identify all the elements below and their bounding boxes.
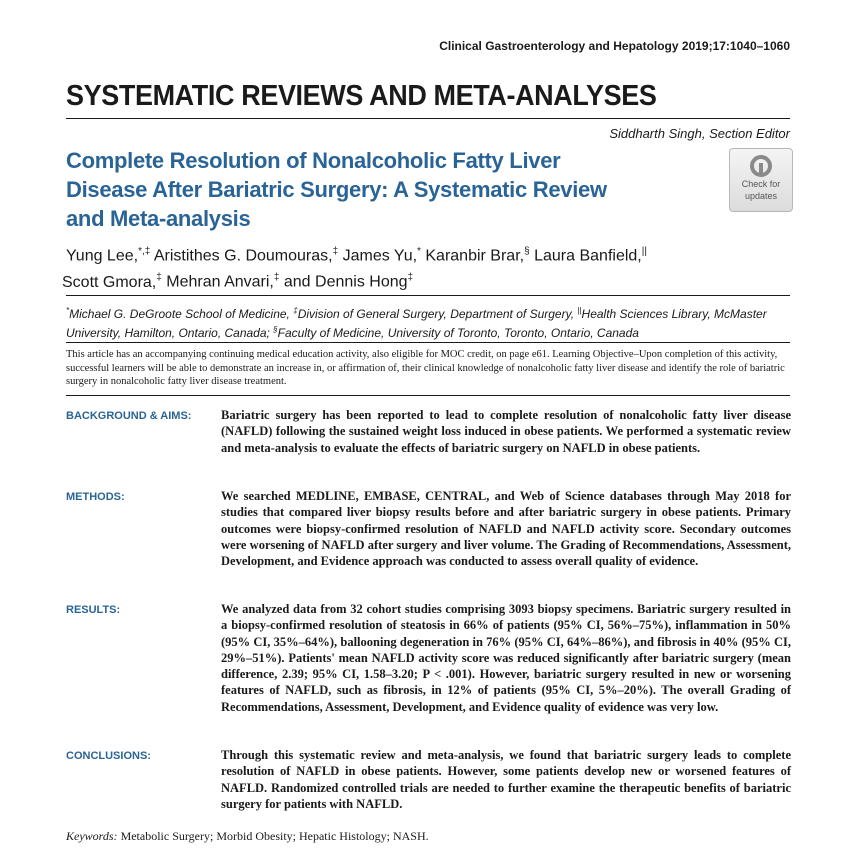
affil-text: Faculty of Medicine, University of Toronto, Toronto, Ontario, Canada [277,326,639,340]
keywords [66,829,429,844]
affil-text: Division of General Surgery, Department of Surgery, [297,307,578,321]
badge-line1: Check for [741,179,781,189]
keywords-text: Metabolic Surgery; Morbid Obesity; Hepatic Histology; NASH. [117,829,429,843]
affil-text: Health Sciences Library, McMaster University, Hamilton, Ontario, Canada; [66,307,767,340]
article-title [66,146,646,233]
cme-rule [66,342,790,343]
author-name: and Dennis Hong [279,273,408,291]
conclusions-text: Through this systematic review and meta-analysis, we found that bariatric surgery leads to complete resolution of NAFLD in obese patients. However, some patients develop new or worsened features of NAFLD. Randomized controlled trials are needed to further examine the therapeutic benefits of bariatric surgery for patients with NAFLD. [221,748,791,811]
author-name: Yung Lee, [66,247,139,265]
author-sup: || [641,246,647,257]
keywords-label: Keywords: [66,829,118,843]
background-label: BACKGROUND & AIMS: [66,410,192,422]
affil-text: Michael G. DeGroote School of Medicine, [69,307,294,321]
abstract-rule [66,395,790,396]
section-heading: SYSTEMATIC REVIEWS AND META-ANALYSES [66,80,657,112]
title-line: and Meta-analysis [66,206,251,231]
results-text: We analyzed data from 32 cohort studies comprising 3093 biopsy specimens. Bariatric surgery resulted in a biopsy-confirmed resolution of steatosis in 66% of patients (95% CI, 56%–75%), inflammation in 50% (95% CI, 35%–64%), ballooning degeneration in 76% (95% CI, 64%–86%), and fibrosis in 40% (95% CI, 29%–51%). Patients' mean NAFLD activity score was reduced significantly after bariatric surgery (mean difference, 2.39; 95% CI, 1.58–3.20; P < .001). However, bariatric surgery resulted in new or worsening features of NAFLD, such as fibrosis, in 12% of patients (95% CI, 5%–20%). The overall Grading of Recommendations, Assessment, Development, and Evidence quality of evidence was very low. [221,602,791,714]
results-label: RESULTS: [66,604,121,616]
title-line: Complete Resolution of Nonalcoholic Fatty Liver [66,148,561,173]
check-for-updates-badge[interactable] [729,148,793,212]
author-sup: § [524,246,530,257]
author-sup: *,‡ [138,246,151,257]
author-name: Mehran Anvari, [161,273,274,291]
author-name: Aristithes G. Doumouras, [150,247,333,265]
check-for-updates-icon [750,155,772,177]
author-sup: ‡ [273,272,280,284]
author-name: Scott Gmora, [62,273,157,291]
author-sup: * [417,246,421,257]
affil-sup: * [66,306,70,315]
badge-line2: updates [744,191,778,201]
author-name: Laura Banfield, [529,247,642,265]
conclusions-label: CONCLUSIONS: [66,750,151,762]
methods-label: METHODS: [66,491,125,503]
author-sup: ‡ [156,272,162,284]
cme-note: This article has an accompanying continuing medical education activity, also eligible for MOC credit, on page e61. Learning Objective–Upon completion of this activity, successful learners will be able to demonstrate an increase in, or affirmation of, their clinical knowledge of nonalcoholic fatty liver disease and identify the role of bariatric surgery in nonalcoholic fatty liver disease treatment. [66,349,785,387]
author-sup: ‡ [332,246,339,257]
section-editor: Siddharth Singh, Section Editor [609,126,790,141]
affil-sup: || [577,306,582,315]
affiliations [66,303,806,341]
author-name: Karanbir Brar, [420,247,525,265]
background-text: Bariatric surgery has been reported to lead to complete resolution of nonalcoholic fatty liver disease (NAFLD) following the sustained weight loss induced in obese patients. We performed a systematic review and meta-analysis to evaluate the effects of bariatric surgery on NAFLD in obese patients. [221,408,791,455]
title-line: Disease After Bariatric Surgery: A Systematic Review [66,177,607,202]
journal-citation: Clinical Gastroenterology and Hepatology 2019;17:1040–1060 [439,39,790,53]
affiliation-rule [66,295,790,296]
affil-sup: ‡ [293,306,298,315]
methods-text: We searched MEDLINE, EMBASE, CENTRAL, and Web of Science databases through May 2018 for studies that compared liver biopsy results before and after bariatric surgery in obese patients. Primary outcomes were biopsy-confirmed resolution of NAFLD and NAFLD activity score. Secondary outcomes were worsening of NAFLD after surgery and liver volume. The Grading of Recommendations, Assessment, Development, and Evidence approach was conducted to assess overall quality of evidence. [221,489,791,569]
author-name: James Yu, [338,247,418,265]
author-sup: ‡ [407,272,414,284]
affil-sup: § [273,325,278,334]
section-rule [66,118,790,119]
author-list [62,241,746,294]
